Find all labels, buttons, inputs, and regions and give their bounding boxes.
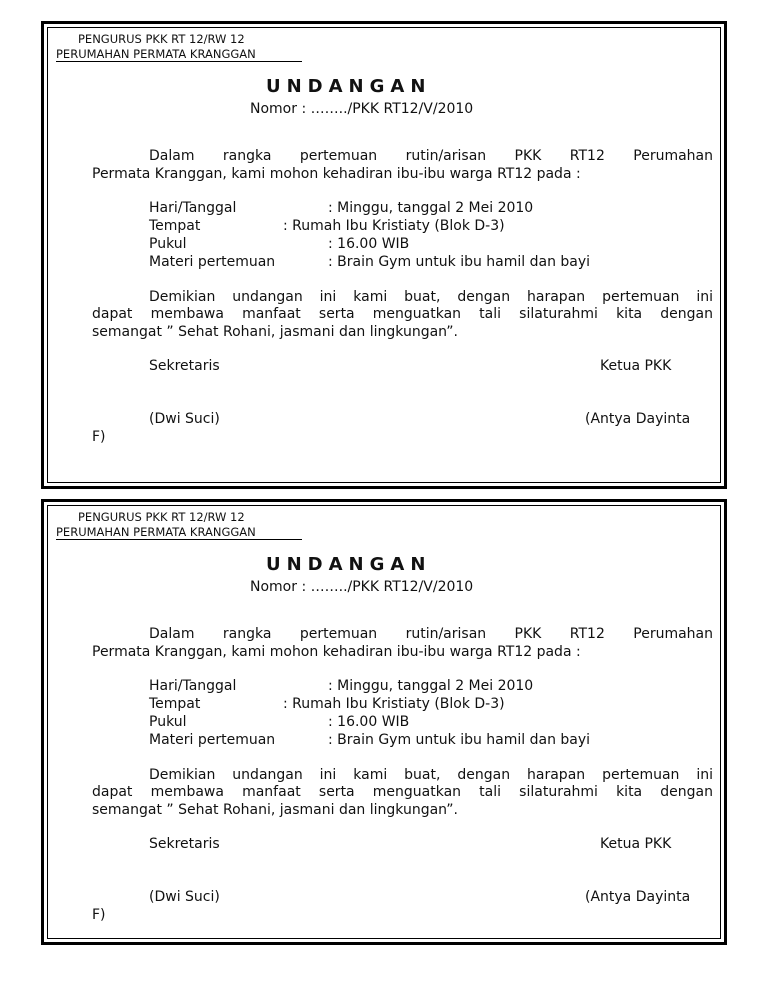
chair-name-continued: F) [92, 907, 106, 923]
detail-value: : Brain Gym untuk ibu hamil dan bayi [328, 254, 591, 270]
closing-line-3: semangat ” Sehat Rohani, jasmani dan lingkungan”. [92, 802, 458, 818]
detail-label: Pukul [149, 236, 187, 252]
closing-line-2: dapat membawa manfaat serta menguatkan tali silaturahmi kita dengan [92, 784, 713, 800]
chair-title: Ketua PKK [600, 836, 672, 852]
intro-line-1: Dalam rangka pertemuan rutin/arisan PKK RT12 Perumahan [149, 626, 713, 642]
detail-label: Tempat [149, 696, 201, 712]
invitation-card-1 [41, 21, 727, 489]
letter-number: Nomor : ……../PKK RT12/V/2010 [250, 579, 474, 595]
chair-title: Ketua PKK [600, 358, 672, 374]
org-line-1: PENGURUS PKK RT 12/RW 12 [78, 32, 245, 46]
title: UNDANGAN [266, 76, 432, 97]
secretary-title: Sekretaris [149, 358, 220, 374]
closing-line-3: semangat ” Sehat Rohani, jasmani dan lingkungan”. [92, 324, 458, 340]
secretary-name: (Dwi Suci) [149, 411, 220, 427]
detail-value: : Minggu, tanggal 2 Mei 2010 [328, 200, 534, 216]
detail-value: : 16.00 WIB [328, 714, 410, 730]
detail-label: Hari/Tanggal [149, 200, 237, 216]
closing-line-1: Demikian undangan ini kami buat, dengan harapan pertemuan ini [149, 767, 713, 783]
detail-value: : Brain Gym untuk ibu hamil dan bayi [328, 732, 591, 748]
detail-label: Tempat [149, 218, 201, 234]
detail-value: : Minggu, tanggal 2 Mei 2010 [328, 678, 534, 694]
secretary-name: (Dwi Suci) [149, 889, 220, 905]
title: UNDANGAN [266, 554, 432, 575]
invitation-card-2 [41, 499, 727, 945]
detail-value: : 16.00 WIB [328, 236, 410, 252]
detail-value: : Rumah Ibu Kristiaty (Blok D-3) [283, 218, 505, 234]
letter-number: Nomor : ……../PKK RT12/V/2010 [250, 101, 474, 117]
detail-label: Materi pertemuan [149, 732, 276, 748]
detail-label: Hari/Tanggal [149, 678, 237, 694]
chair-name: (Antya Dayinta [585, 411, 691, 427]
secretary-title: Sekretaris [149, 836, 220, 852]
chair-name-continued: F) [92, 429, 106, 445]
intro-line-1: Dalam rangka pertemuan rutin/arisan PKK RT12 Perumahan [149, 148, 713, 164]
closing-line-1: Demikian undangan ini kami buat, dengan harapan pertemuan ini [149, 289, 713, 305]
closing-line-2: dapat membawa manfaat serta menguatkan tali silaturahmi kita dengan [92, 306, 713, 322]
org-line-2: PERUMAHAN PERMATA KRANGGAN [56, 47, 302, 62]
detail-label: Pukul [149, 714, 187, 730]
intro-line-2: Permata Kranggan, kami mohon kehadiran ibu-ibu warga RT12 pada : [92, 166, 581, 182]
org-line-2: PERUMAHAN PERMATA KRANGGAN [56, 525, 302, 540]
chair-name: (Antya Dayinta [585, 889, 691, 905]
org-line-1: PENGURUS PKK RT 12/RW 12 [78, 510, 245, 524]
intro-line-2: Permata Kranggan, kami mohon kehadiran ibu-ibu warga RT12 pada : [92, 644, 581, 660]
detail-label: Materi pertemuan [149, 254, 276, 270]
detail-value: : Rumah Ibu Kristiaty (Blok D-3) [283, 696, 505, 712]
